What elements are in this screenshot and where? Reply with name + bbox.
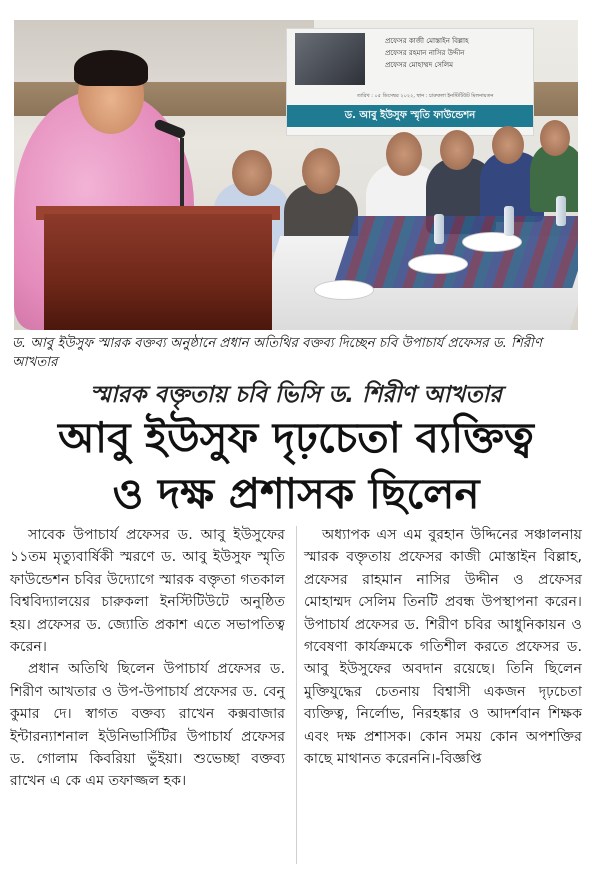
water-bottle-3	[556, 196, 566, 226]
photo-caption: ড. আবু ইউসুফ স্মারক বক্তব্য অনুষ্ঠানে প্রধান অতিথির বক্তব্য দিচ্ছেন চবি উপাচার্য প্রফেসর ড. শিরীণ আখতার	[12, 336, 542, 370]
guest-2-face	[302, 148, 340, 194]
photo-tablecloth	[332, 216, 578, 288]
kicker-headline: স্মারক বক্তৃতায় চবি ভিসি ড. শিরীণ আখতার	[90, 382, 502, 408]
food-plate-2	[408, 254, 468, 274]
banner-title: ড. আবু ইউসুফ স্মৃতি ফাউন্ডেশন	[287, 105, 533, 127]
guest-1-face	[232, 150, 272, 196]
body-paragraph: অধ্যাপক এস এম বুরহান উদ্দিনের সঞ্চালনায় স্মারক বক্তৃতায় প্রফেসর কাজী মোস্তাইন বিল্লাহ, প্রফেসর রাহমান নাসির উদ্দীন ও প্রফেসর মোহাম্মদ সেলিম তিনটি প্রবন্ধ উপস্থাপনা করেন। উপাচার্য প্রফেসর ড. শিরীণ চবির আধুনিকায়ন ও গবেষণা কার্যক্রমকে গতিশীল করতে প্রফেসর ড. আবু ইউসুফের অবদান রয়েছে। তিনি ছিলেন মুক্তিযুদ্ধের চেতনায় বিশ্বাসী একজন দৃঢ়চেতা ব্যক্তিত্ব, নির্লোভ, নিরহঙ্কার ও আদর্শবান শিক্ষক এবং দক্ষ প্রশাসক। কোন সময় কোন অপশক্তির কাছে মাথানত করেননি।-বিজ্ঞপ্তি	[304, 527, 582, 768]
guest-3-face	[386, 132, 422, 176]
food-plate-1	[314, 280, 374, 300]
guest-4-face	[440, 130, 474, 170]
headline-line-2: ও দক্ষ প্রশাসক ছিলেন	[112, 469, 480, 518]
body-paragraph: সাবেক উপাচার্য প্রফেসর ড. আবু ইউসুফের ১১তম মৃত্যুবার্ষিকী স্মরণে ড. আবু ইউসুফ স্মৃতি ফাউন্ডেশন চবির উদ্যোগে স্মারক বক্তৃতা গতকাল বিশ্ববিদ্যালয়ের চারুকলা ইনস্টিটিউটে অনুষ্ঠিত হয়। প্রফেসর ড. জ্যোতি প্রকাশ এতে সভাপতিত্ব করেন।	[10, 527, 285, 656]
podium	[44, 214, 272, 330]
water-bottle-2	[504, 206, 514, 236]
main-headline	[6, 410, 586, 522]
event-banner	[286, 28, 534, 136]
banner-portrait	[295, 33, 365, 85]
speaker-hair	[74, 50, 148, 86]
water-bottle-1	[434, 214, 444, 244]
banner-date: তারিখ : ০৫ ডিসেম্বর ২০২২, স্থান : চারুকলা ইনস্টিটিউট মিলনায়তন	[357, 93, 494, 99]
guest-5-face	[492, 126, 524, 164]
event-photo	[14, 20, 578, 330]
body-paragraph: প্রধান অতিথি ছিলেন উপাচার্য প্রফেসর ড. শিরীণ আখতার ও উপ-উপাচার্য প্রফেসর ড. বেনু কুমার দে। স্বাগত বক্তব্য রাখেন কক্সবাজার ইন্টারন্যাশনাল ইউনিভার্সিটির উপাচার্য প্রফেসর ড. গোলাম কিবরিয়া ভুঁইয়া। শুভেচ্ছা বক্তব্য রাখেন এ কে এম তফাজ্জল হক।	[10, 661, 285, 790]
banner-speaker-3: প্রফেসর মোহাম্মদ সেলিম	[385, 61, 453, 69]
column-divider	[296, 526, 297, 864]
banner-speaker-1: প্রফেসর কাজী মোস্তাইন বিল্লাহ	[385, 37, 469, 45]
guest-6-face	[540, 120, 570, 156]
banner-speaker-2: প্রফেসর রহমান নাসির উদ্দীন	[385, 49, 465, 57]
news-clipping	[6, 12, 586, 870]
headline-line-1: আবু ইউসুফ দৃঢ়চেতা ব্যক্তিত্ব	[58, 413, 534, 462]
body-column-left	[10, 524, 285, 793]
body-column-right	[304, 524, 582, 770]
